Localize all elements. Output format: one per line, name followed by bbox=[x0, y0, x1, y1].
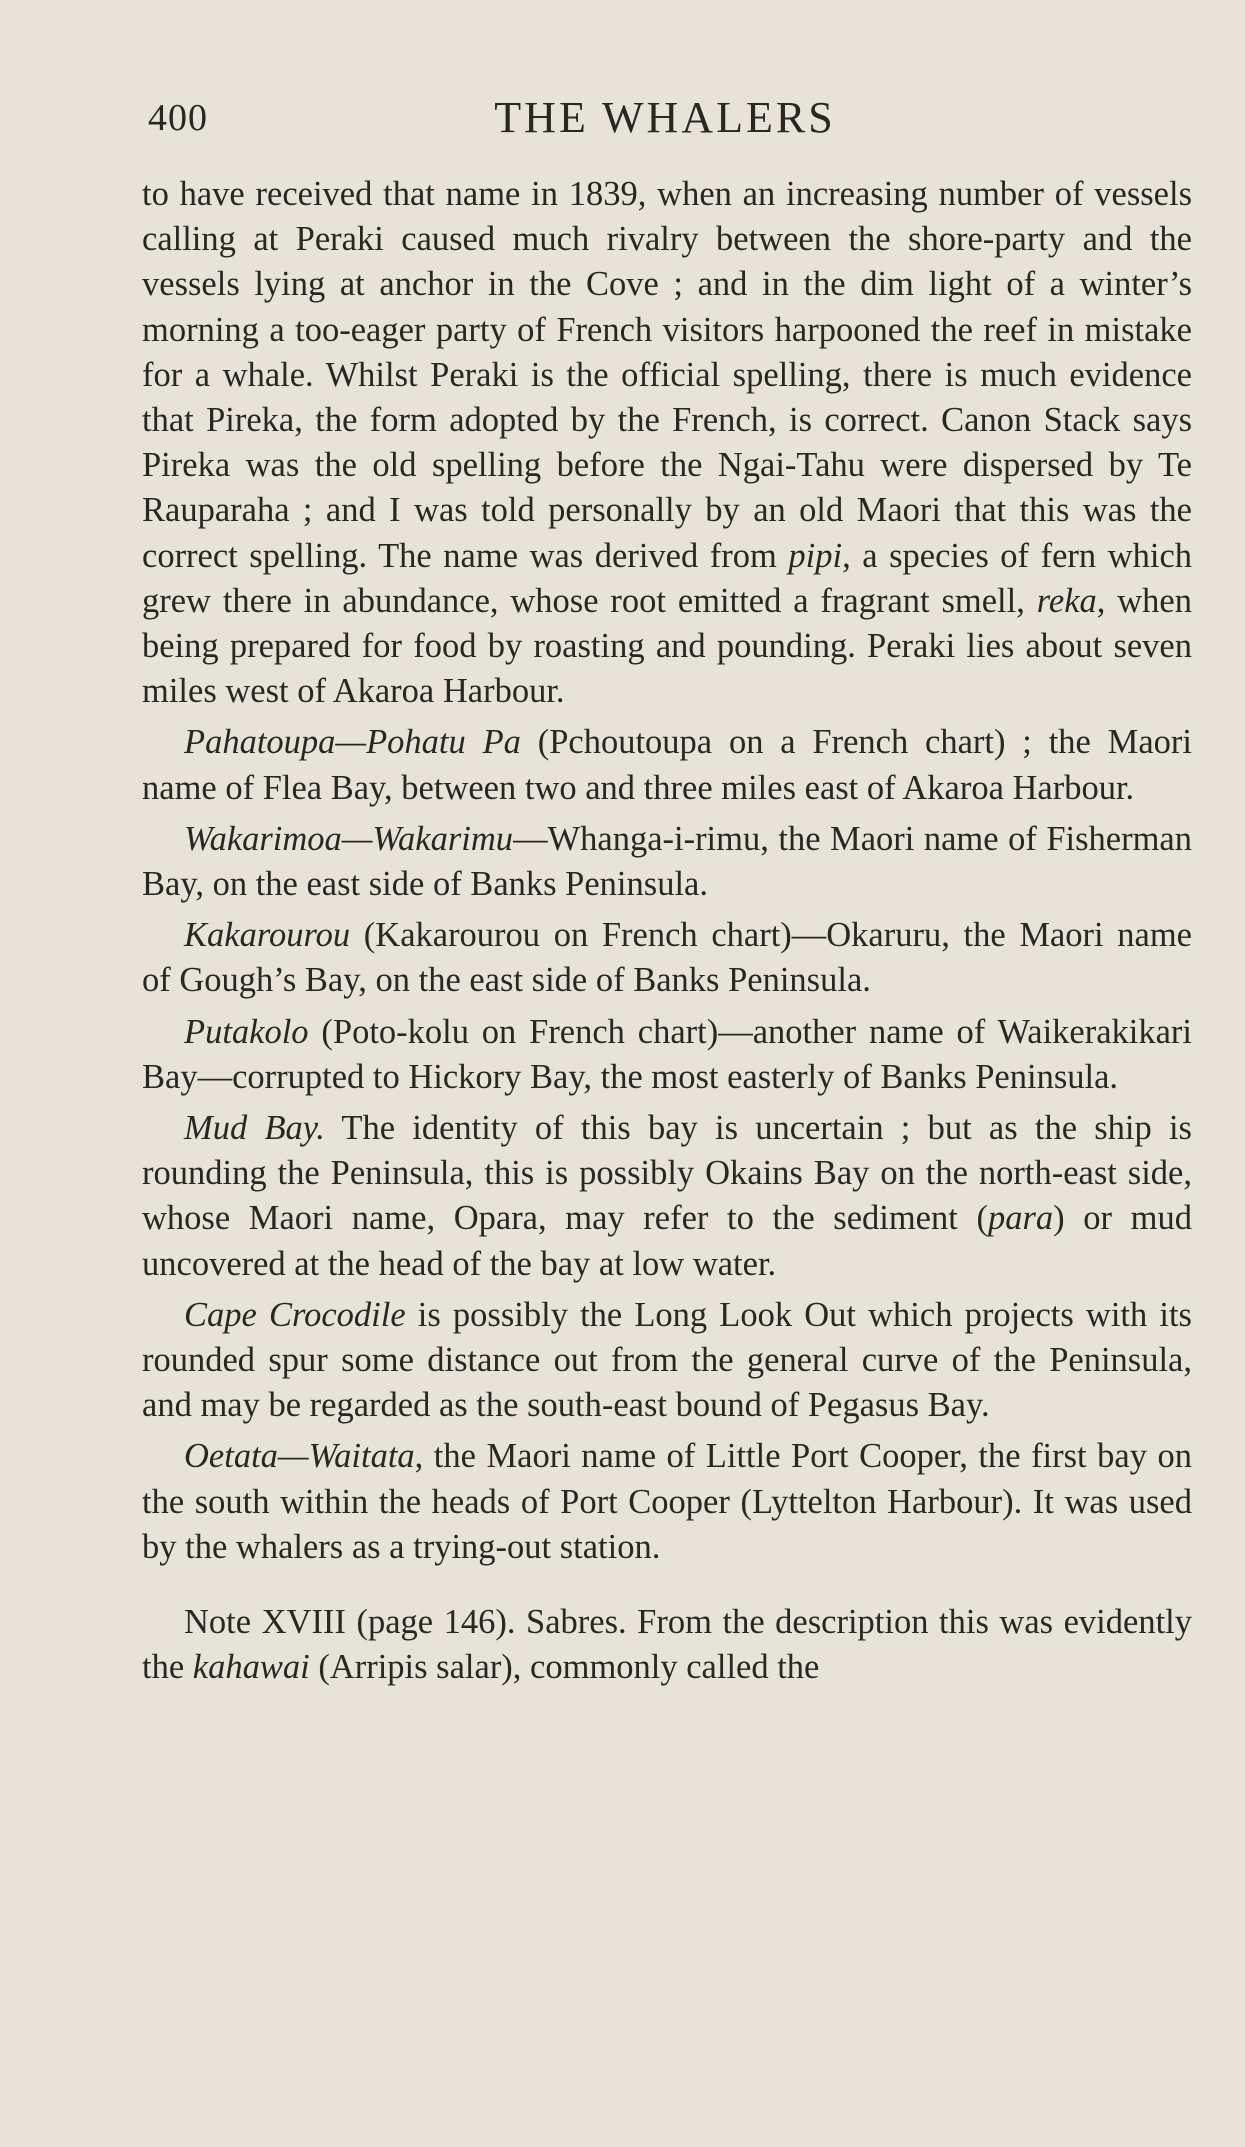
italic-text: Wakarimoa—Wakarimu bbox=[184, 819, 514, 858]
text-run: (Kakarourou on French chart)—Okaruru, the Maori name of Gough’s Bay, on the east side of Banks Peninsula. bbox=[142, 916, 1192, 1000]
page-header bbox=[140, 92, 1190, 152]
italic-text: reka bbox=[1036, 581, 1097, 620]
paragraph bbox=[142, 913, 1192, 1003]
text-run: , when being prepared for food by roasting and pounding. Peraki lies about seven miles west of Akaroa Harbour. bbox=[142, 581, 1192, 711]
text-run: (Arripis salar), commonly called the bbox=[309, 1648, 820, 1687]
italic-text: Kakarourou bbox=[184, 916, 351, 955]
text-run: , a species of fern which grew there in abundance, whose root emitted a fragrant smell, bbox=[142, 536, 1193, 620]
paragraph-note bbox=[142, 1600, 1192, 1690]
paragraph bbox=[142, 1010, 1192, 1100]
text-run: —Whanga-i-rimu, the Maori name of Fisherman Bay, on the east side of Banks Peninsula. bbox=[142, 819, 1192, 904]
text-run: (Pchoutoupa on a French chart) ; the Maori name of Flea Bay, between two and three miles east of Akaroa Harbour. bbox=[142, 723, 1192, 807]
text-run: (Poto-kolu on French chart)—another name of Waikerakikari Bay—corrupted to Hickory Bay, the most easterly of Banks Peninsula. bbox=[142, 1012, 1192, 1096]
paragraph bbox=[142, 172, 1192, 714]
text-run: Note XVIII (page 146). Sabres. From the description this was evidently the bbox=[142, 1603, 1192, 1687]
paragraph bbox=[142, 1293, 1192, 1429]
text-run: ) or mud uncovered at the head of the bay at low water. bbox=[142, 1199, 1192, 1283]
italic-text: kahawai bbox=[192, 1648, 310, 1687]
italic-text: Cape Crocodile bbox=[184, 1295, 406, 1334]
running-title: THE WHALERS bbox=[494, 93, 836, 142]
italic-text: para bbox=[987, 1199, 1054, 1238]
paragraph bbox=[142, 1106, 1192, 1287]
italic-text: pipi bbox=[788, 536, 843, 575]
page-number: 400 bbox=[148, 97, 208, 139]
text-run: The identity of this bay is uncertain ; but as the ship is rounding the Peninsula, this is possibly Okains Bay on the north-east side, whose Maori name, Opara, may refer to the sediment ( bbox=[142, 1109, 1192, 1238]
paragraph bbox=[142, 1434, 1192, 1570]
text-run: is possibly the Long Look Out which projects with its rounded spur some distance out from the general curve of the Peninsula, and may be regarded as the south-east bound of Pegasus Bay. bbox=[142, 1295, 1192, 1425]
italic-text: Mud Bay. bbox=[184, 1109, 325, 1148]
body-text bbox=[142, 172, 1192, 1691]
text-run: to have received that name in 1839, when an increasing number of vessels calling at Peraki caused much rivalry between the shore-party and the vessels lying at anchor in the Cove ; and in the dim light of a winter’s morning a too-eager party of French visitors harpooned the reef in mistake for a whale. Whilst Peraki is the official spelling, there is much evidence that Pireka, the form adopted by the French, is correct. Canon Stack says Pireka was the old spelling before the Ngai-Tahu were dispersed by Te Rauparaha ; and I was told personally by an old Maori that this was the correct spelling. The name was derived from bbox=[142, 175, 1192, 575]
paragraph bbox=[142, 720, 1192, 810]
paragraph bbox=[142, 817, 1192, 907]
italic-text: Putakolo bbox=[184, 1012, 309, 1051]
text-run: , the Maori name of Little Port Cooper, the first bay on the south within the heads of Port Cooper (Lyttelton Harbour). It was used by the whalers as a trying-out station. bbox=[142, 1437, 1192, 1566]
italic-text: Pahatoupa—Pohatu Pa bbox=[184, 723, 521, 762]
italic-text: Oetata—Waitata bbox=[184, 1437, 415, 1476]
